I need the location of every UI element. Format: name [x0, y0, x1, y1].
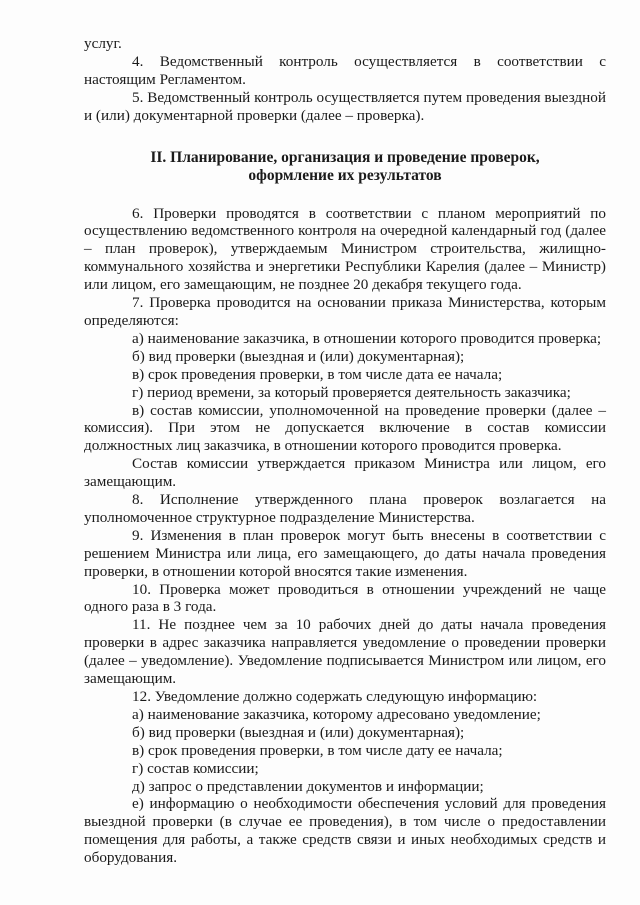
list-item-12e: д) запрос о представлении документов и информации; — [132, 777, 484, 795]
list-item-12b: б) вид проверки (выездная и (или) документарная); — [132, 723, 465, 741]
paragraph-5: 5. Ведомственный контроль осуществляется путем проведения выездной и (или) документарной проверки (далее – проверка). — [84, 88, 607, 124]
document-body — [84, 35, 606, 867]
paragraph-11: 11. Не позднее чем за 10 рабочих дней до даты начала проведения проверки в адрес заказчика направляется уведомление о проведении проверки (далее – уведомление). Уведомление подписывается Министром или лицом, его замещающим. — [84, 616, 606, 688]
paragraph-7-commission: Состав комиссии утверждается приказом Министра или лицом, его замещающим. — [84, 455, 606, 491]
list-item-7d: г) период времени, за который проверяется деятельность заказчика; — [132, 383, 571, 401]
paragraph-10: 10. Проверка может проводиться в отношении учреждений не чаще одного раза в 3 года. — [84, 580, 606, 616]
list-item-12f: е) информацию о необходимости обеспечения условий для проведения выездной проверки (в случае ее проведения), в том числе о предоставлении помещения для работы, а также средств связи и иных необходимых средств и оборудования. — [84, 795, 606, 867]
section-heading — [84, 149, 606, 185]
paragraph-6: 6. Проверки проводятся в соответствии с планом мероприятий по осуществлению ведомственного контроля на очередной календарный год (далее – план проверок), утверждаемым Министром строительства, жилищно-коммунального хозяйства и энергетики Республики Карелия (далее – Министр) или лицом, его замещающим, не позднее 20 декабря текущего года. — [84, 204, 606, 294]
paragraph-4: 4. Ведомственный контроль осуществляется в соответствии с настоящим Регламентом. — [84, 52, 606, 88]
paragraph-8: 8. Исполнение утвержденного плана проверок возлагается на уполномоченное структурное подразделение Министерства. — [84, 491, 606, 526]
paragraph-continuation: услуг. — [84, 35, 122, 52]
paragraph-7: 7. Проверка проводится на основании приказа Министерства, которым определяются: — [84, 294, 606, 329]
list-item-12d: г) состав комиссии; — [132, 759, 259, 777]
list-item-7c: в) срок проведения проверки, в том числе дата ее начала; — [132, 365, 503, 383]
section-heading-line-2: оформление их результатов — [248, 166, 442, 184]
paragraph-9: 9. Изменения в план проверок могут быть внесены в соответствии с решением Министра или лица, его замещающего, до даты начала проведения проверки, в отношении которой вносятся такие изменения. — [84, 526, 606, 580]
list-item-12c: в) срок проведения проверки, в том числе дату ее начала; — [132, 741, 503, 759]
list-item-7a: а) наименование заказчика, в отношении которого проводится проверка; — [132, 329, 602, 347]
paragraph-12: 12. Уведомление должно содержать следующую информацию: — [132, 688, 538, 705]
section-heading-line-1: II. Планирование, организация и проведение проверок, — [150, 148, 540, 166]
list-item-12a: а) наименование заказчика, которому адресовано уведомление; — [132, 705, 541, 723]
list-item-7e: в) состав комиссии, уполномоченной на проведение проверки (далее – комиссия). При этом не допускается включение в состав комиссии должностных лиц заказчика, в отношении которого проводится проверка. — [84, 401, 606, 455]
list-item-7b: б) вид проверки (выездная и (или) документарная); — [132, 347, 465, 365]
